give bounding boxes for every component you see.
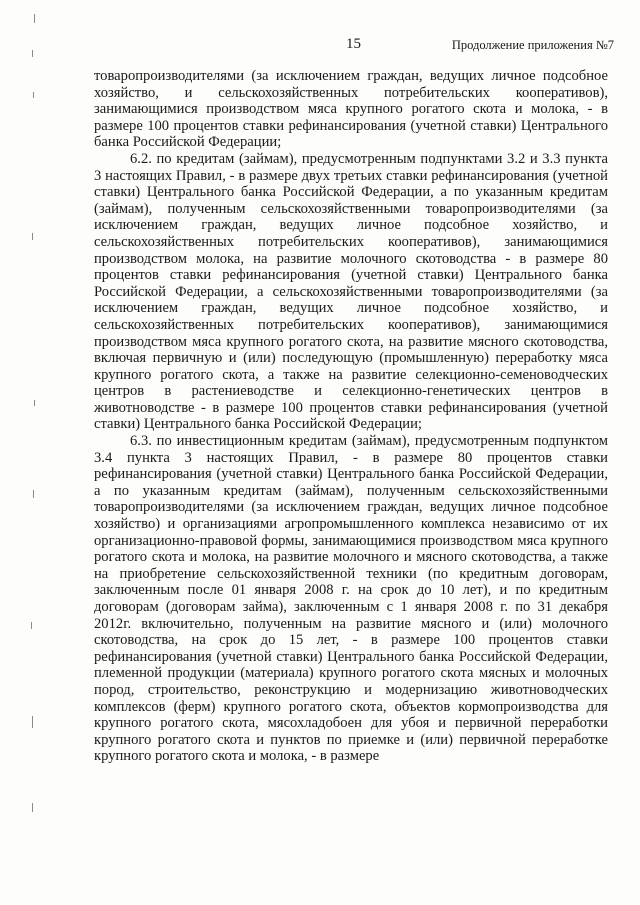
scan-edge-mark (31, 622, 32, 629)
page-number: 15 (346, 36, 361, 52)
scan-edge-mark (32, 50, 33, 57)
scan-edge-mark (32, 233, 33, 240)
scan-edge-mark (33, 490, 34, 498)
scan-edge-mark (33, 92, 34, 98)
body-text (94, 68, 608, 765)
paragraph-6-3: 6.3. по инвестиционным кредитам (займам), предусмотренным подпунктом 3.4 пункта 3 настоящих Правил, - в размере 80 процентов ставки рефинансирования (учетной ставки) Центрального банка Российской Федерации, а по указанным кредитам (займам), полученным сельскохозяйственными товаропроизводителями (за исключением граждан, ведущих личное подсобное хозяйство) и организациями агропромышленного комплекса независимо от их организационно-правовой формы, занимающимися производством мяса крупного рогатого скота и молока, на развитие молочного и мясного скотоводства, а также на приобретение сельскохозяйственной техники (по кредитным договорам, заключенным после 01 января 2008 г. на срок до 10 лет), и по кредитным договорам (договорам займа), заключенным с 1 января 2008 г. по 31 декабря 2012г. включительно, полученным на развитие мясного и (или) молочного скотоводства, на срок до 15 лет, - в размере 100 процентов ставки рефинансирования (учетной ставки) Центрального банка Российской Федерации, племенной продукции (материала) крупного рогатого скота мясных и молочных пород, строительство, реконструкцию и модернизацию животноводческих комплексов (ферм) крупного рогатого скота, объектов кормопроизводства для крупного рогатого скота, мясохладобоен для убоя и первичной переработки крупного рогатого скота и пунктов по приемке и (или) первичной переработке крупного рогатого скота и молока, - в размере (94, 433, 608, 765)
scan-edge-mark (34, 400, 35, 406)
paragraph-6-2: 6.2. по кредитам (займам), предусмотренным подпунктами 3.2 и 3.3 пункта 3 настоящих Правил, - в размере двух третьих ставки рефинансирования (учетной ставки) Центрального банка Российской Федерации, а по указанным кредитам (займам), полученным сельскохозяйственными товаропроизводителями (за исключением граждан, ведущих личное подсобное хозяйство, и сельскохозяйственных потребительских кооперативов), занимающимися производством молока, на развитие молочного скотоводства - в размере 80 процентов ставки рефинансирования (учетной ставки) Центрального банка Российской Федерации, а сельскохозяйственными товаропроизводителями (за исключением граждан, ведущих личное подсобное хозяйство, и сельскохозяйственных потребительских кооперативов), занимающимися производством мяса крупного рогатого скота, на развитие мясного скотоводства, включая первичную и (или) последующую (промышленную) переработку мяса крупного рогатого скота, а также на развитие селекционно-семеноводческих центров в растениеводстве и селекционно-генетических центров в животноводстве - в размере 100 процентов ставки рефинансирования (учетной ставки) Центрального банка Российской Федерации; (94, 150, 608, 433)
scan-edge-mark (32, 803, 33, 812)
paragraph-continuation: товаропроизводителями (за исключением граждан, ведущих личное подсобное хозяйство, и сельскохозяйственных потребительских кооперативов), занимающимися производством мяса крупного рогатого скота и молока, - в размере 100 процентов ставки рефинансирования (учетной ставки) Центрального банка Российской Федерации; (94, 68, 608, 151)
scan-edge-mark (34, 14, 35, 23)
scan-edge-mark (32, 716, 33, 728)
running-header: Продолжение приложения №7 (451, 38, 614, 52)
